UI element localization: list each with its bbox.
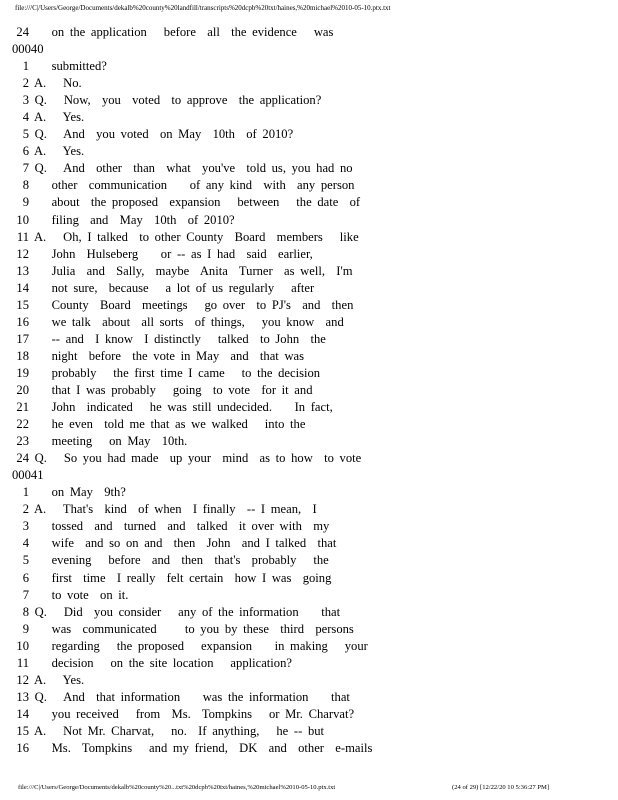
line-text: Ms. Tompkins and my friend, DK and other e-mails [29, 740, 373, 755]
line-number: 3 [22, 519, 29, 534]
line-number: 10 [16, 212, 29, 227]
footer-file-path: file:///C|/Users/George/Documents/dekalb%20county%20...txt%20dcpb%20txt/haines,%20michael%2010-05-10.ptx.txt [18, 784, 336, 791]
transcript-line [12, 706, 612, 723]
transcript-line [12, 723, 612, 740]
line-number: 15 [16, 297, 29, 312]
line-text: other communication of any kind with any person [29, 178, 355, 193]
line-number: 22 [16, 417, 29, 432]
transcript-line [12, 331, 612, 348]
transcript-line [12, 416, 612, 433]
line-text: Q. Did you consider any of the information that [29, 604, 341, 619]
line-number: 7 [22, 161, 29, 176]
transcript-line [12, 689, 612, 706]
transcript-line [12, 348, 612, 365]
transcript-line [12, 212, 612, 229]
page-marker: 00041 [12, 468, 44, 483]
line-text: John indicated he was still undecided. In fact, [29, 400, 333, 415]
line-number: 16 [16, 314, 29, 329]
line-number: 8 [22, 178, 29, 193]
transcript-line [12, 621, 612, 638]
transcript-line [12, 433, 612, 450]
line-text: night before the vote in May and that was [29, 348, 305, 363]
transcript-line [12, 570, 612, 587]
transcript-line [12, 314, 612, 331]
line-number: 9 [22, 195, 29, 210]
line-text: that I was probably going to vote for it and [29, 382, 313, 397]
line-text: tossed and turned and talked it over with my [29, 519, 330, 534]
transcript-line [12, 518, 612, 535]
line-text: was communicated to you by these third persons [29, 621, 354, 636]
line-text: we talk about all sorts of things, you know and [29, 314, 344, 329]
line-number: 5 [22, 553, 29, 568]
line-number: 13 [16, 689, 29, 704]
line-text: Q. And other than what you've told us, you had no [29, 161, 353, 176]
transcript-body [12, 24, 612, 757]
line-text: Julia and Sally, maybe Anita Turner as well, I'm [29, 263, 353, 278]
line-number: 18 [16, 348, 29, 363]
line-text: Q. And that information was the information that [29, 689, 350, 704]
transcript-line [12, 177, 612, 194]
transcript-line [12, 246, 612, 263]
transcript-line [12, 484, 612, 501]
line-number: 8 [22, 604, 29, 619]
file-path-header: file:///C|/Users/George/Documents/dekalb%20county%20landfill/transcripts%20dcpb%20txt/haines,%20michael%2010-05-10.ptx.txt [15, 4, 391, 12]
line-number: 5 [22, 127, 29, 142]
line-text: A. Yes. [29, 144, 85, 159]
line-text: not sure, because a lot of us regularly after [29, 280, 315, 295]
transcript-line [12, 75, 612, 92]
transcript-line [12, 672, 612, 689]
line-text: filing and May 10th of 2010? [29, 212, 235, 227]
transcript-line [12, 535, 612, 552]
line-number: 14 [16, 280, 29, 295]
line-number: 24 [16, 25, 29, 39]
line-text: Q. And you voted on May 10th of 2010? [29, 127, 294, 142]
transcript-line [12, 655, 612, 672]
transcript-line [12, 587, 612, 604]
line-text: -- and I know I distinctly talked to John the [29, 331, 326, 346]
line-text: Q. So you had made up your mind as to how to vote [29, 451, 362, 466]
line-text: A. That's kind of when I finally -- I mean, I [29, 502, 317, 517]
line-number: 14 [16, 706, 29, 721]
transcript-line [12, 552, 612, 569]
transcript-line [12, 450, 612, 467]
transcript-line [12, 365, 612, 382]
line-text: A. Not Mr. Charvat, no. If anything, he -- but [29, 723, 325, 738]
footer-page-info: (24 of 29) [12/22/20 10 5:36:27 PM] [452, 784, 550, 791]
line-number: 6 [22, 570, 29, 585]
line-text: on May 9th? [29, 485, 126, 500]
line-number: 9 [22, 621, 29, 636]
line-text: A. Oh, I talked to other County Board members like [29, 229, 359, 244]
line-number: 23 [16, 434, 29, 449]
transcript-line [12, 143, 612, 160]
line-number: 3 [22, 93, 29, 108]
transcript-line [12, 160, 612, 177]
line-number: 10 [16, 638, 29, 653]
line-number: 17 [16, 331, 29, 346]
line-number: 12 [16, 672, 29, 687]
line-number: 11 [16, 655, 29, 670]
line-number: 4 [22, 536, 29, 551]
transcript-line [12, 92, 612, 109]
line-number: 19 [16, 365, 29, 380]
line-text: about the proposed expansion between the date of [29, 195, 361, 210]
line-number: 12 [16, 246, 29, 261]
line-text: probably the first time I came to the decision [29, 365, 321, 380]
line-text: regarding the proposed expansion in making your [29, 638, 368, 653]
line-text: on the application before all the evidence was [29, 25, 334, 39]
transcript-line [12, 24, 612, 41]
transcript-line [12, 194, 612, 211]
transcript-line [12, 501, 612, 518]
line-number: 16 [16, 740, 29, 755]
transcript-line [12, 740, 612, 757]
line-text: A. No. [29, 76, 82, 91]
line-text: to vote on it. [29, 587, 129, 602]
transcript-line [12, 280, 612, 297]
line-number: 21 [16, 400, 29, 415]
line-number: 6 [22, 144, 29, 159]
transcript-line [12, 109, 612, 126]
line-text: decision on the site location application? [29, 655, 292, 670]
line-number: 20 [16, 382, 29, 397]
transcript-line [12, 58, 612, 75]
line-number: 15 [16, 723, 29, 738]
transcript-line [12, 638, 612, 655]
line-text: A. Yes. [29, 110, 85, 125]
line-number: 1 [22, 485, 29, 500]
line-number: 4 [22, 110, 29, 125]
transcript-line [12, 382, 612, 399]
line-text: you received from Ms. Tompkins or Mr. Charvat? [29, 706, 355, 721]
line-number: 1 [22, 59, 29, 74]
line-text: evening before and then that's probably the [29, 553, 329, 568]
line-number: 7 [22, 587, 29, 602]
transcript-line [12, 604, 612, 621]
line-number: 13 [16, 263, 29, 278]
line-text: A. Yes. [29, 672, 85, 687]
transcript-line [12, 229, 612, 246]
transcript-line [12, 263, 612, 280]
line-text: meeting on May 10th. [29, 434, 188, 449]
line-text: wife and so on and then John and I talked that [29, 536, 337, 551]
line-text: first time I really felt certain how I was going [29, 570, 332, 585]
transcript-line [12, 126, 612, 143]
line-number: 11 [16, 229, 29, 244]
line-text: County Board meetings go over to PJ's and then [29, 297, 354, 312]
line-text: John Hulseberg or -- as I had said earlier, [29, 246, 313, 261]
line-number: 2 [22, 76, 29, 91]
transcript-line [12, 399, 612, 416]
line-number: 24 [16, 451, 29, 466]
line-number: 2 [22, 502, 29, 517]
line-text: he even told me that as we walked into the [29, 417, 306, 432]
line-text: submitted? [29, 59, 107, 74]
line-text: Q. Now, you voted to approve the application? [29, 93, 322, 108]
page-marker: 00040 [12, 42, 44, 57]
transcript-line [12, 297, 612, 314]
